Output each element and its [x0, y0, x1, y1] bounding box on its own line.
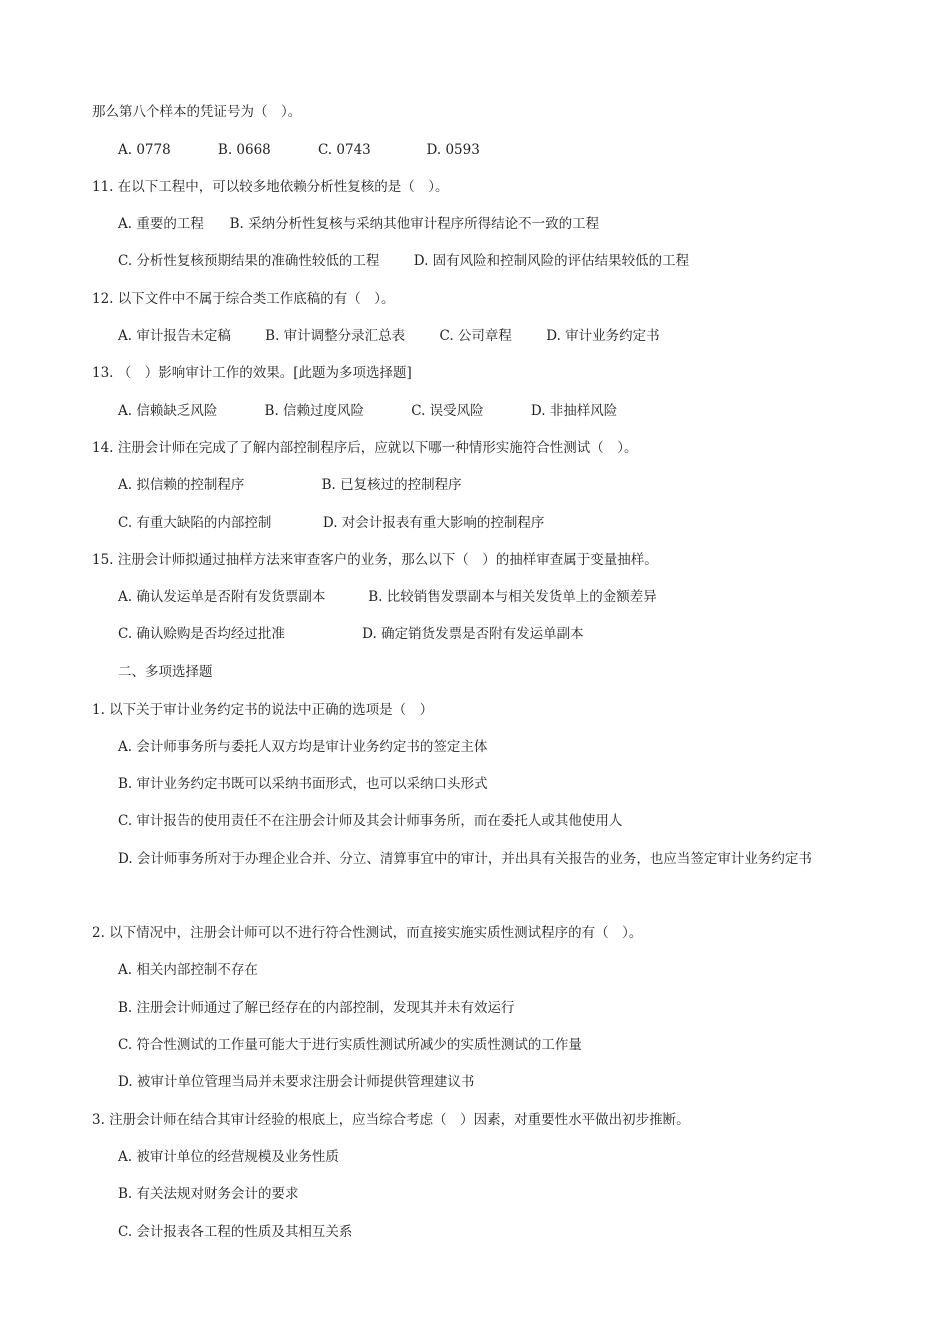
question-15-options-cd: C. 确认赊购是否均经过批准 D. 确定销货发票是否附有发运单副本 — [118, 626, 584, 642]
multi-question-1-option-d: D. 会计师事务所对于办理企业合并、分立、清算事宜中的审计，并出具有关报告的业务，也应当签定审计业务约定书 — [118, 851, 812, 867]
question-10-options: A. 0778 B. 0668 C. 0743 D. 0593 — [118, 142, 480, 158]
question-13: 13. （ ）影响审计工作的效果。[此题为多项选择题] — [92, 365, 412, 381]
question-13-options: A. 信赖缺乏风险 B. 信赖过度风险 C. 误受风险 D. 非抽样风险 — [118, 403, 618, 419]
question-15-options-ab: A. 确认发运单是否附有发货票副本 B. 比较销售发票副本与相关发货单上的金额差异 — [118, 589, 657, 605]
multi-question-3-option-b: B. 有关法规对财务会计的要求 — [118, 1186, 299, 1202]
question-10-tail: 那么第八个样本的凭证号为（ ）。 — [92, 104, 302, 120]
multi-question-3-option-c: C. 会计报表各工程的性质及其相互关系 — [118, 1224, 353, 1240]
question-12: 12. 以下文件中不属于综合类工作底稿的有（ ）。 — [92, 291, 395, 307]
multi-question-2-option-b: B. 注册会计师通过了解已经存在的内部控制，发现其并未有效运行 — [118, 1000, 515, 1016]
multi-question-2-option-a: A. 相关内部控制不存在 — [118, 962, 258, 978]
question-14: 14. 注册会计师在完成了了解内部控制程序后，应就以下哪一种情形实施符合性测试（ ）。 — [92, 440, 638, 456]
multi-question-3-option-a: A. 被审计单位的经营规模及业务性质 — [118, 1149, 339, 1165]
question-11-options-ab: A. 重要的工程 B. 采纳分析性复核与采纳其他审计程序所得结论不一致的工程 — [118, 216, 600, 232]
question-12-options: A. 审计报告未定稿 B. 审计调整分录汇总表 C. 公司章程 D. 审计业务约定书 — [118, 328, 660, 344]
multi-question-1: 1. 以下关于审计业务约定书的说法中正确的选项是（ ） — [92, 702, 434, 718]
section-heading: 二、多项选择题 — [118, 664, 213, 680]
question-15: 15. 注册会计师拟通过抽样方法来审查客户的业务，那么以下（ ）的抽样审查属于变量抽样。 — [92, 552, 658, 568]
multi-question-1-option-c: C. 审计报告的使用责任不在注册会计师及其会计师事务所，而在委托人或其他使用人 — [118, 813, 623, 829]
multi-question-2: 2. 以下情况中，注册会计师可以不进行符合性测试，而直接实施实质性测试程序的有（ ）。 — [92, 925, 643, 941]
question-11: 11. 在以下工程中，可以较多地依赖分析性复核的是（ ）。 — [92, 179, 449, 195]
question-14-options-ab: A. 拟信赖的控制程序 B. 已复核过的控制程序 — [118, 477, 462, 493]
multi-question-2-option-c: C. 符合性测试的工作量可能大于进行实质性测试所减少的实质性测试的工作量 — [118, 1037, 582, 1053]
question-11-options-cd: C. 分析性复核预期结果的准确性较低的工程 D. 固有风险和控制风险的评估结果较低的工程 — [118, 253, 690, 269]
multi-question-3: 3. 注册会计师在结合其审计经验的根底上，应当综合考虑（ ）因素，对重要性水平做出初步推断。 — [92, 1112, 690, 1128]
multi-question-1-option-a: A. 会计师事务所与委托人双方均是审计业务约定书的签定主体 — [118, 739, 488, 755]
question-14-options-cd: C. 有重大缺陷的内部控制 D. 对会计报表有重大影响的控制程序 — [118, 515, 545, 531]
multi-question-2-option-d: D. 被审计单位管理当局并未要求注册会计师提供管理建议书 — [118, 1074, 475, 1090]
multi-question-1-option-b: B. 审计业务约定书既可以采纳书面形式，也可以采纳口头形式 — [118, 776, 488, 792]
